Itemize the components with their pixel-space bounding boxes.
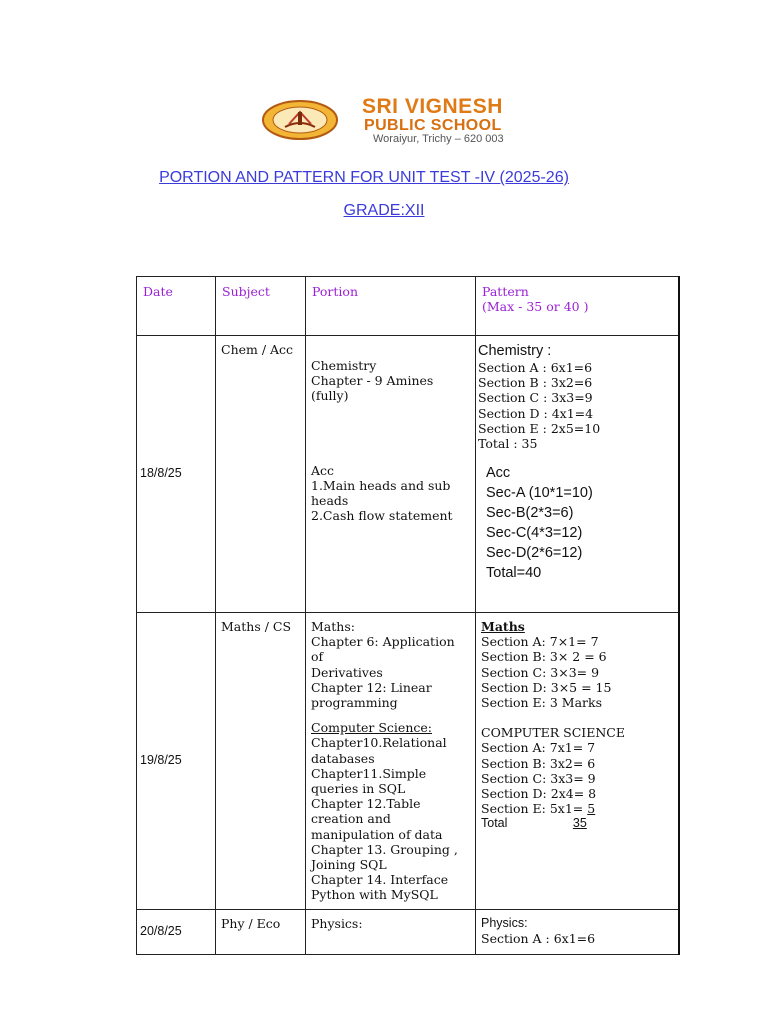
subject-text: Chem / Acc	[221, 342, 294, 357]
pattern-line: Sec-C(4*3=12)	[486, 525, 583, 542]
pattern-line: Section D : 4x1=4	[478, 405, 594, 421]
portion-line: Chapter - 9 Amines	[311, 373, 434, 389]
row-pattern	[476, 909, 679, 954]
pattern-line: Total=40	[486, 565, 542, 582]
header-portion: Portion	[306, 277, 476, 336]
pattern-line: Section C : 3x3=9	[478, 390, 593, 406]
portion-line: 1.Main heads and sub	[311, 477, 451, 493]
portion-line: (fully)	[311, 388, 349, 404]
row-portion	[306, 336, 476, 613]
row-subject	[216, 336, 306, 613]
row-date: 20/8/25	[137, 909, 216, 954]
row-portion	[306, 613, 476, 910]
school-logo	[261, 97, 581, 145]
row-date: 19/8/25	[137, 613, 216, 910]
header-pattern-note: (Max - 35 or 40 )	[482, 299, 589, 315]
school-address: Woraiyur, Trichy – 620 003	[373, 133, 504, 145]
pattern-line-e	[481, 801, 673, 816]
portion-line: Physics:	[311, 915, 363, 931]
row-date: 18/8/25	[137, 336, 216, 613]
portion-chem	[311, 358, 470, 404]
portion-line: Maths:	[311, 619, 355, 634]
pattern-line: Sec-A (10*1=10)	[486, 485, 593, 502]
pattern-total-line	[481, 816, 673, 831]
pattern-line: Section C: 3x3= 9	[481, 770, 596, 786]
portion-line: Chapter 12: Linear	[311, 679, 432, 695]
pattern-chem-title: Chemistry :	[478, 343, 552, 359]
pattern-cs-title: COMPUTER SCIENCE	[481, 725, 626, 741]
portion-line: Chapter 13. Grouping ,	[311, 841, 458, 857]
portion-line: Chapter 6: Application of	[311, 634, 455, 665]
pattern-line: Section E: 3 Marks	[481, 695, 602, 711]
portion-line: queries in SQL	[311, 781, 406, 797]
subject-text: Phy / Eco	[221, 915, 281, 931]
pattern-line: Sec-B(2*3=6)	[486, 505, 574, 522]
pattern-line: Section A: 7×1= 7	[481, 634, 599, 650]
pattern-line: Sec-D(2*6=12)	[486, 545, 583, 562]
pattern-maths-title: Maths	[481, 619, 525, 634]
school-subtitle: PUBLIC SCHOOL	[364, 117, 502, 134]
portion-cs-title: Computer Science:	[311, 720, 432, 736]
pattern-line: Section B : 3x2=6	[478, 375, 593, 391]
school-seal-icon	[261, 99, 339, 141]
portion-line: creation and	[311, 811, 391, 827]
pattern-line: Section A : 6x1=6	[478, 360, 593, 375]
pattern-line: Section D: 2x4= 8	[481, 786, 597, 802]
portion-line: Chapter10.Relational	[311, 735, 447, 751]
header-date: Date	[137, 277, 216, 336]
row-pattern	[476, 336, 679, 613]
pattern-line: Section C: 3×3= 9	[481, 664, 600, 680]
pattern-line: Section A: 7x1= 7	[481, 740, 596, 756]
row-subject	[216, 613, 306, 910]
row-pattern	[476, 613, 679, 910]
portion-line: Chemistry	[311, 358, 377, 373]
row-portion	[306, 909, 476, 954]
pattern-cs-total-label: Total	[481, 816, 508, 831]
table-header-row	[137, 277, 679, 336]
portion-line: programming	[311, 695, 398, 711]
portion-line: Joining SQL	[311, 857, 387, 873]
portion-line: Chapter11.Simple	[311, 765, 427, 781]
pattern-cs-e-value: 5	[587, 801, 596, 817]
table-row	[137, 613, 679, 910]
pattern-line: Section B: 3x2= 6	[481, 755, 596, 771]
portion-line: Derivatives	[311, 664, 383, 680]
pattern-line: Section D: 3×5 = 15	[481, 679, 612, 695]
pattern-phy-title: Physics:	[481, 915, 528, 930]
portion-line: 2.Cash flow statement	[311, 508, 453, 524]
pattern-line: Section E : 2x5=10	[478, 420, 601, 436]
portion-line: Chapter 14. Interface	[311, 872, 449, 888]
table-row	[137, 336, 679, 613]
portion-line: manipulation of data	[311, 826, 443, 842]
portion-line: Chapter 12.Table	[311, 796, 421, 812]
pattern-acc	[478, 463, 676, 583]
pattern-line: Acc	[486, 465, 511, 482]
portion-line: Acc	[311, 462, 335, 478]
row-subject	[216, 909, 306, 954]
document-title: PORTION AND PATTERN FOR UNIT TEST -IV (2025-26)	[159, 169, 569, 186]
header-subject: Subject	[216, 277, 306, 336]
portion-acc	[311, 463, 470, 524]
portion-line: Python with MySQL	[311, 887, 438, 903]
pattern-line: Section B: 3× 2 = 6	[481, 649, 607, 665]
subject-text: Maths / CS	[221, 619, 292, 634]
pattern-line: Total : 35	[478, 436, 538, 452]
table-row	[137, 909, 679, 954]
grade-label: GRADE:XII	[343, 202, 425, 219]
pattern-line: Section A : 6x1=6	[481, 930, 596, 946]
portion-line: databases	[311, 750, 375, 766]
schedule-table	[136, 276, 680, 955]
pattern-cs-total-value: 35	[572, 816, 587, 831]
portion-line: heads	[311, 493, 349, 509]
header-pattern	[476, 277, 679, 336]
pattern-cs-e-label: Section E: 5x1=	[481, 801, 584, 817]
school-name: SRI VIGNESH	[362, 95, 503, 118]
header-pattern-label: Pattern	[482, 284, 529, 299]
